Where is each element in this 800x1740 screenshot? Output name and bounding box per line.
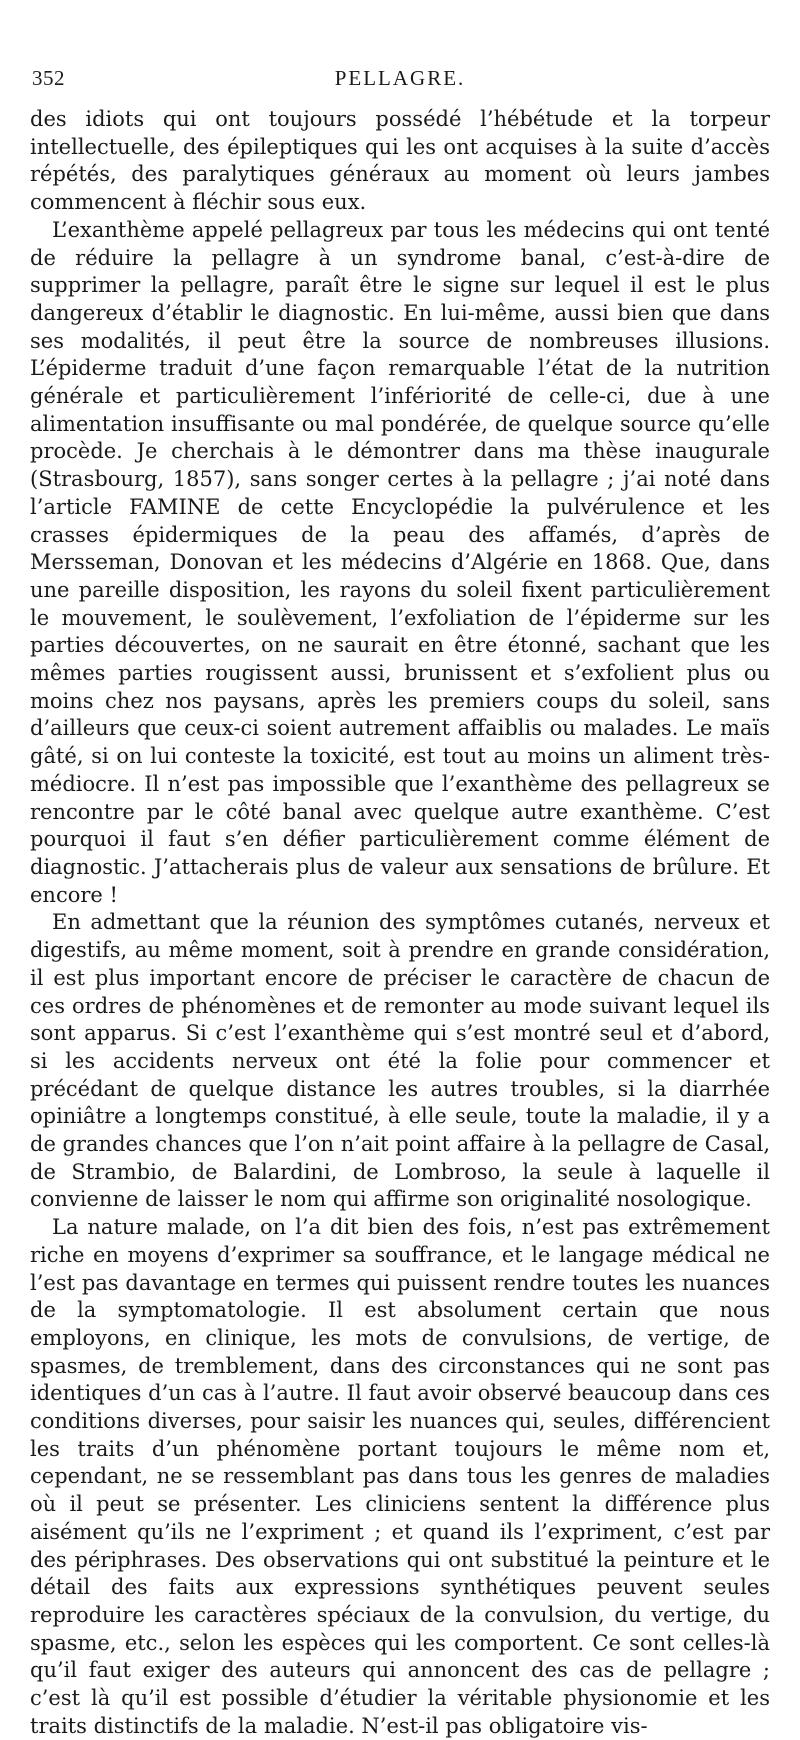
running-head: PELLAGRE. — [334, 66, 466, 90]
paragraph-3: En admettant que la réunion des symptômes cutanés, nerveux et digestifs, au même moment, soit à prendre en grande considération, il est plus important encore de préciser le caractère de chacun de ces ordres de phénomènes et de remonter au mode suivant lequel ils sont apparus. Si c’est l’exanthème qui s’est montré seul et d’abord, si les accidents nerveux ont été la folie pour commencer et précédant de quelque distance les autres troubles, si la diarrhée opiniâtre a longtemps constitué, à elle seule, toute la maladie, il y a de grandes chances que l’on n’ait point affaire à la pellagre de Casal, de Strambio, de Balardini, de Lombroso, la seule à laquelle il convienne de laisser le nom qui affirme son originalité nosologique. — [30, 910, 770, 1212]
paragraph-1: des idiots qui ont toujours possédé l’hébétude et la torpeur intellectuelle, des épileptiques qui les ont acquises à la suite d’accès répétés, des paralytiques généraux au moment où leurs jambes commencent à fléchir sous eux. — [30, 107, 770, 215]
paragraph-2: L’exanthème appelé pellagreux par tous les médecins qui ont tenté de réduire la pellagre à un syndrome banal, c’est-à-dire de supprimer la pellagre, paraît être le signe sur lequel il est le plus dangereux d’établir le diagnostic. En lui-même, aussi bien que dans ses modalités, il peut être la source de nombreuses illusions. L’épiderme traduit d’une façon remarquable l’état de la nutrition générale et particulièrement l’infériorité de celle-ci, due à une alimentation insuffisante ou mal pondérée, de quelque source qu’elle procède. Je cherchais à le démontrer dans ma thèse inaugurale (Strasbourg, 1857), sans songer certes à la pellagre ; j’ai noté dans l’article FAMINE de cette Encyclopédie la pulvérulence et les crasses épidermiques de la peau des affamés, d’après de Mersseman, Donovan et les médecins d’Algérie en 1868. Que, dans une pareille disposition, les rayons du soleil fixent particulièrement le mouvement, le soulèvement, l’exfoliation de l’épiderme sur les parties découvertes, on ne saurait en être étonné, sachant que les mêmes parties rougissent aussi, brunissent et s’exfolient plus ou moins chez nos paysans, après les premiers coups du soleil, sans d’ailleurs que ceux-ci soient autrement affaiblis ou malades. Le maïs gâté, si on lui conteste la toxicité, est tout au moins un aliment très-médiocre. Il n’est pas impossible que l’exanthème des pellagreux se rencontre par le côté banal avec quelque autre exanthème. C’est pourquoi il faut s’en défier particulièrement comme élément de diagnostic. J’attacherais plus de valeur aux sensations de brûlure. Et encore ! — [30, 217, 770, 907]
page-number: 352 — [32, 66, 65, 90]
paragraph-4: La nature malade, on l’a dit bien des fois, n’est pas extrêmement riche en moyens d’exprimer sa souffrance, et le langage médical ne l’est pas davantage en termes qui puissent rendre toutes les nuances de la symptomatologie. Il est absolument certain que nous employons, en clinique, les mots de convulsions, de vertige, de spasmes, de tremblement, dans des circonstances qui ne sont pas identiques d’un cas à l’autre. Il faut avoir observé beaucoup dans ces conditions diverses, pour saisir les nuances qui, seules, différencient les traits d’un phénomène portant toujours le même nom et, cependant, ne se ressemblant pas dans tous les genres de maladies où il peut se présenter. Les cliniciens sentent la différence plus aisément qu’ils ne l’expriment ; et quand ils l’expriment, c’est par des périphrases. Des observations qui ont substitué la peinture et le détail des faits aux expressions synthétiques peuvent seules reproduire les caractères spéciaux de la convulsion, du vertige, du spasme, etc., selon les espèces qui les comportent. Ce sont celles-là qu’il faut exiger des auteurs qui annoncent des cas de pellagre ; c’est là qu’il est possible d’étudier la véritable physionomie et les traits distinctifs de la maladie. N’est-il pas obligatoire vis- — [30, 1215, 770, 1738]
page-header — [30, 66, 770, 106]
body-text — [30, 106, 770, 1740]
